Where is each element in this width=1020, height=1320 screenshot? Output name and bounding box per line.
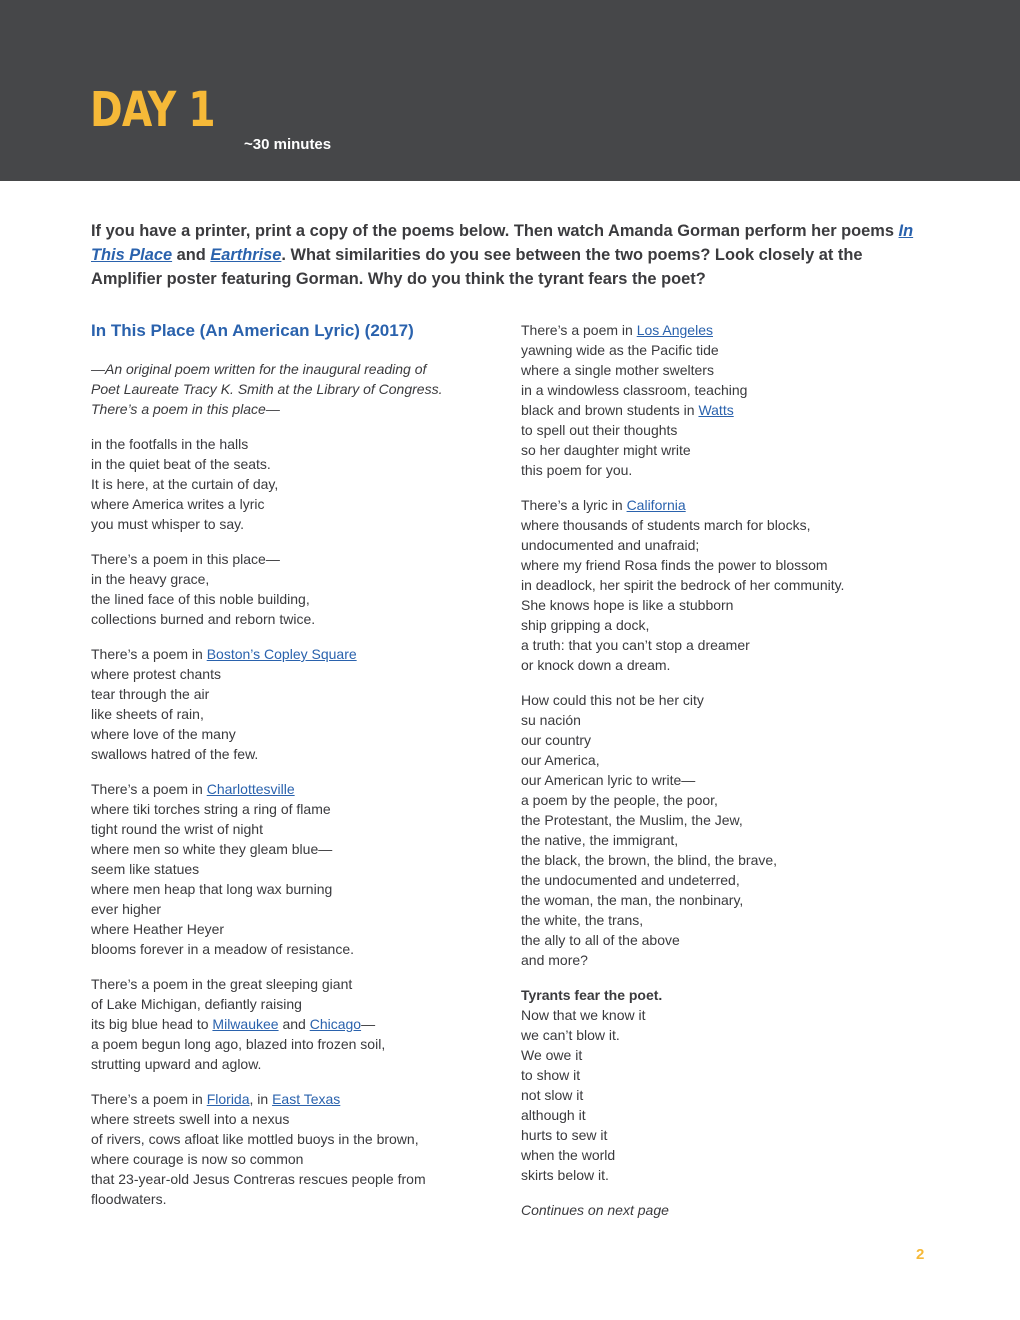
poem-line: we can’t blow it.: [521, 1027, 620, 1043]
poem-line: [521, 495, 941, 515]
poem-line: ship gripping a dock,: [521, 617, 650, 633]
line-text: There’s a poem in: [91, 646, 207, 662]
poem-line: of Lake Michigan, defiantly raising: [91, 996, 302, 1012]
poem-line: this poem for you.: [521, 462, 633, 478]
poem-line: so her daughter might write: [521, 442, 691, 458]
link-los-angeles[interactable]: Los Angeles: [636, 322, 713, 338]
poem-title: In This Place (An American Lyric) (2017): [91, 321, 414, 340]
poem-line: floodwaters.: [91, 1191, 167, 1207]
poem-line: hurts to sew it: [521, 1127, 608, 1143]
stanza-lines: [521, 340, 941, 400]
link-bostons-copley-square[interactable]: Boston’s Copley Square: [206, 646, 357, 662]
poem-line: or knock down a dream.: [521, 657, 671, 673]
link-earthrise[interactable]: Earthrise: [210, 246, 282, 264]
link-in-this-place[interactable]: In This Place: [91, 222, 914, 264]
poem-line: where America writes a lyric: [91, 496, 265, 512]
poem-dedication: [91, 359, 491, 419]
poem-column-right: [521, 320, 941, 1235]
intro-text: and: [172, 246, 211, 264]
line-text: There’s a poem in: [521, 322, 637, 338]
poem-line: the black, the brown, the blind, the brave,: [521, 852, 778, 868]
line-text: —: [361, 1016, 376, 1032]
line-text: There’s a poem in: [91, 1091, 207, 1107]
poem-line: the Protestant, the Muslim, the Jew,: [521, 812, 743, 828]
poem-line: How could this not be her city: [521, 692, 704, 708]
line-text: There’s a lyric in: [521, 497, 627, 513]
stanza-lines: [91, 974, 491, 1014]
poem-line: [91, 779, 491, 799]
stanza-lines: [521, 1005, 941, 1185]
poem-line: swallows hatred of the few.: [91, 746, 259, 762]
stanza: [521, 690, 941, 970]
poem-line: when the world: [521, 1147, 616, 1163]
poem-line: [91, 1014, 491, 1034]
poem-line: to show it: [521, 1067, 581, 1083]
poem-line: in the footfalls in the halls: [91, 436, 249, 452]
poem-line: skirts below it.: [521, 1167, 609, 1183]
stanza: [91, 1089, 491, 1209]
line-text: and: [278, 1016, 310, 1032]
poem-line: blooms forever in a meadow of resistance.: [91, 941, 355, 957]
poem-line: We owe it: [521, 1047, 583, 1063]
poem-line: not slow it: [521, 1087, 584, 1103]
poem-line: you must whisper to say.: [91, 516, 245, 532]
link-chicago[interactable]: Chicago: [309, 1016, 362, 1032]
day-title: DAY 1: [90, 82, 215, 138]
poem-line: of rivers, cows afloat like mottled buoys in the brown,: [91, 1131, 419, 1147]
poem-line: tight round the wrist of night: [91, 821, 263, 837]
stanza: [91, 434, 491, 534]
link-california[interactable]: California: [626, 497, 686, 513]
poem-line: where Heather Heyer: [91, 921, 225, 937]
poem-line: where love of the many: [91, 726, 236, 742]
poem-line: to spell out their thoughts: [521, 422, 678, 438]
line-text: its big blue head to: [91, 1016, 213, 1032]
poem-line: where men heap that long wax burning: [91, 881, 333, 897]
poem-line: She knows hope is like a stubborn: [521, 597, 734, 613]
poem-line: in deadlock, her spirit the bedrock of her community.: [521, 577, 845, 593]
poem-line: like sheets of rain,: [91, 706, 204, 722]
stanza-lines: [91, 799, 491, 959]
stanza: [91, 779, 491, 959]
poem-line: tear through the air: [91, 686, 210, 702]
continues-note: Continues on next page: [521, 1202, 669, 1218]
poem-line: the woman, the man, the nonbinary,: [521, 892, 744, 908]
line-text: , in: [249, 1091, 273, 1107]
poem-line: although it: [521, 1107, 586, 1123]
poem-line: There’s a poem in this place—: [91, 551, 280, 567]
stanza-lines: [91, 664, 491, 764]
stanza-heading: Tyrants fear the poet.: [521, 987, 663, 1003]
header-banner: [0, 0, 1020, 181]
poem-line: strutting upward and aglow.: [91, 1056, 262, 1072]
poem-line: the ally to all of the above: [521, 932, 680, 948]
poem-line: where streets swell into a nexus: [91, 1111, 290, 1127]
poem-line: where courage is now so common: [91, 1151, 304, 1167]
line-text: There’s a poem in: [91, 781, 207, 797]
stanza: [521, 495, 941, 675]
poem-line: seem like statues: [91, 861, 200, 877]
poem-line: —An original poem written for the inaugural reading of: [91, 361, 427, 377]
intro-text: . What similarities do you see between the two poems? Look closely at the Amplifier poster featuring Gorman. Why do you think the tyrant fears the poet?: [91, 246, 863, 288]
poem-line: It is here, at the curtain of day,: [91, 476, 279, 492]
poem-line: [91, 1089, 491, 1109]
stanza: [521, 985, 941, 1185]
poem-line: in a windowless classroom, teaching: [521, 382, 748, 398]
poem-line: our American lyric to write—: [521, 772, 696, 788]
poem-line: [91, 644, 491, 664]
stanza: [91, 549, 491, 629]
poem-line: su nación: [521, 712, 581, 728]
poem-line: where a single mother swelters: [521, 362, 714, 378]
poem-line: Now that we know it: [521, 1007, 646, 1023]
poem-line: where tiki torches string a ring of flame: [91, 801, 331, 817]
poem-line: where thousands of students march for blocks,: [521, 517, 811, 533]
poem-line: that 23-year-old Jesus Contreras rescues people from: [91, 1171, 426, 1187]
poem-line: a poem begun long ago, blazed into frozen soil,: [91, 1036, 386, 1052]
stanza-lines: [521, 515, 941, 675]
link-watts[interactable]: Watts: [698, 402, 734, 418]
poem-line: in the quiet beat of the seats.: [91, 456, 271, 472]
stanza: [91, 644, 491, 764]
poem-line: the white, the trans,: [521, 912, 644, 928]
link-milwaukee[interactable]: Milwaukee: [212, 1016, 279, 1032]
poem-line: where men so white they gleam blue—: [91, 841, 333, 857]
poem-line: our country: [521, 732, 592, 748]
poem-line: collections burned and reborn twice.: [91, 611, 316, 627]
poem-line: a poem by the people, the poor,: [521, 792, 718, 808]
poem-line: yawning wide as the Pacific tide: [521, 342, 719, 358]
poem-line: and more?: [521, 952, 588, 968]
duration-label: ~30 minutes: [244, 136, 332, 153]
intro-instructions: [91, 219, 931, 291]
stanza: [521, 320, 941, 480]
link-florida[interactable]: Florida: [206, 1091, 250, 1107]
poem-line: Poet Laureate Tracy K. Smith at the Library of Congress.: [91, 381, 443, 397]
poem-line: our America,: [521, 752, 600, 768]
stanza: [91, 974, 491, 1074]
line-text: black and brown students in: [521, 402, 699, 418]
stanza-lines: [91, 1034, 491, 1074]
poem-line: the native, the immigrant,: [521, 832, 679, 848]
poem-line: the lined face of this noble building,: [91, 591, 310, 607]
poem-line: the undocumented and undeterred,: [521, 872, 740, 888]
poem-column-left: [91, 320, 491, 1224]
poem-line: [521, 400, 941, 420]
stanza-lines: [521, 420, 941, 480]
poem-line: There’s a poem in the great sleeping giant: [91, 976, 353, 992]
link-east-texas[interactable]: East Texas: [272, 1091, 341, 1107]
poem-line: in the heavy grace,: [91, 571, 210, 587]
poem-line: where protest chants: [91, 666, 221, 682]
poem-line: There’s a poem in this place—: [91, 401, 280, 417]
poem-line: a truth: that you can’t stop a dreamer: [521, 637, 750, 653]
poem-line: [521, 320, 941, 340]
poem-line: where my friend Rosa finds the power to blossom: [521, 557, 828, 573]
poem-line: ever higher: [91, 901, 162, 917]
intro-text: If you have a printer, print a copy of the poems below. Then watch Amanda Gorman perform her poems: [91, 222, 899, 240]
page-number: 2: [916, 1246, 925, 1263]
stanza-lines: [91, 1109, 491, 1209]
link-charlottesville[interactable]: Charlottesville: [206, 781, 295, 797]
poem-line: undocumented and unafraid;: [521, 537, 700, 553]
